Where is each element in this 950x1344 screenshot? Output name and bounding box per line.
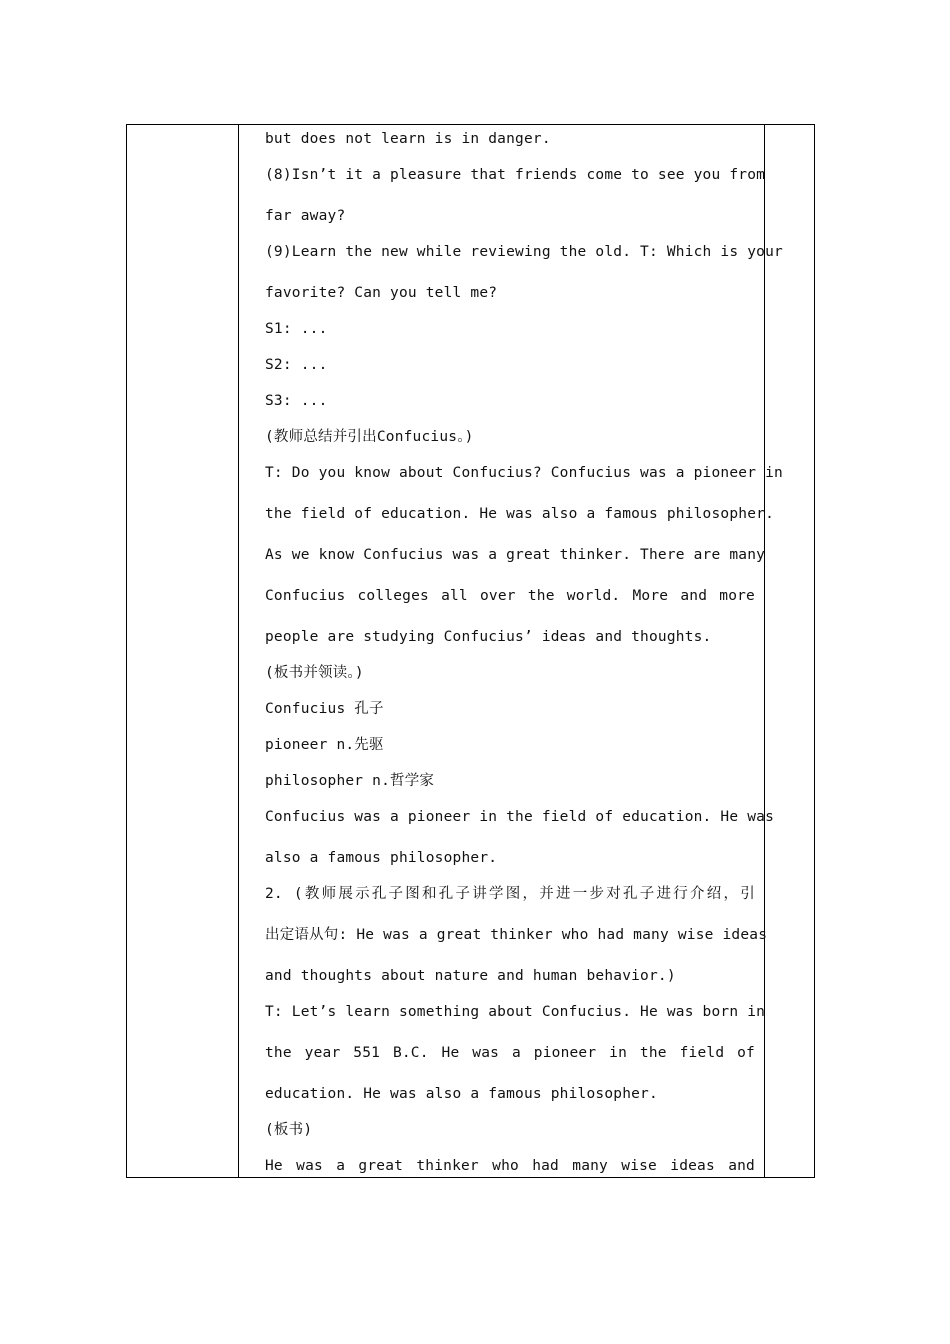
text-line: He was a great thinker who had many wise ideas and — [265, 1158, 755, 1174]
text-line: 2. (教师展示孔子图和孔子讲学图，并进一步对孔子进行介绍，引 — [265, 886, 755, 902]
table-column-divider-left — [238, 125, 239, 1177]
text-line: Confucius 孔子 — [265, 701, 384, 717]
text-line: Confucius colleges all over the world. More and more — [265, 588, 755, 604]
text-line: (教师总结并引出Confucius。) — [265, 429, 474, 445]
text-line: (9)Learn the new while reviewing the old. T: Which is your — [265, 244, 783, 260]
text-line: but does not learn is in danger. — [265, 131, 551, 147]
text-line: S1: ... — [265, 321, 328, 337]
text-line: T: Let’s learn something about Confucius. He was born in — [265, 1004, 766, 1020]
text-line: S3: ... — [265, 393, 328, 409]
text-line: people are studying Confucius’ ideas and thoughts. — [265, 629, 712, 645]
text-line: far away? — [265, 208, 346, 224]
text-line: the year 551 B.C. He was a pioneer in the field of — [265, 1045, 755, 1061]
text-line: 出定语从句: He was a great thinker who had many wise ideas — [265, 927, 768, 943]
text-line: also a famous philosopher. — [265, 850, 498, 866]
text-line: favorite? Can you tell me? — [265, 285, 498, 301]
text-line: As we know Confucius was a great thinker. There are many — [265, 547, 766, 563]
text-line: and thoughts about nature and human behavior.) — [265, 968, 676, 984]
text-line: education. He was also a famous philosopher. — [265, 1086, 658, 1102]
text-line: philosopher n.哲学家 — [265, 773, 435, 789]
text-line: S2: ... — [265, 357, 328, 373]
text-line: (板书并领读。) — [265, 665, 364, 681]
text-line: the field of education. He was also a famous philosopher. — [265, 506, 774, 522]
text-line: Confucius was a pioneer in the field of education. He was — [265, 809, 774, 825]
text-line: pioneer n.先驱 — [265, 737, 384, 753]
text-line: (8)Isn’t it a pleasure that friends come to see you from — [265, 167, 766, 183]
text-line: T: Do you know about Confucius? Confucius was a pioneer in — [265, 465, 783, 481]
text-line: (板书) — [265, 1122, 313, 1138]
